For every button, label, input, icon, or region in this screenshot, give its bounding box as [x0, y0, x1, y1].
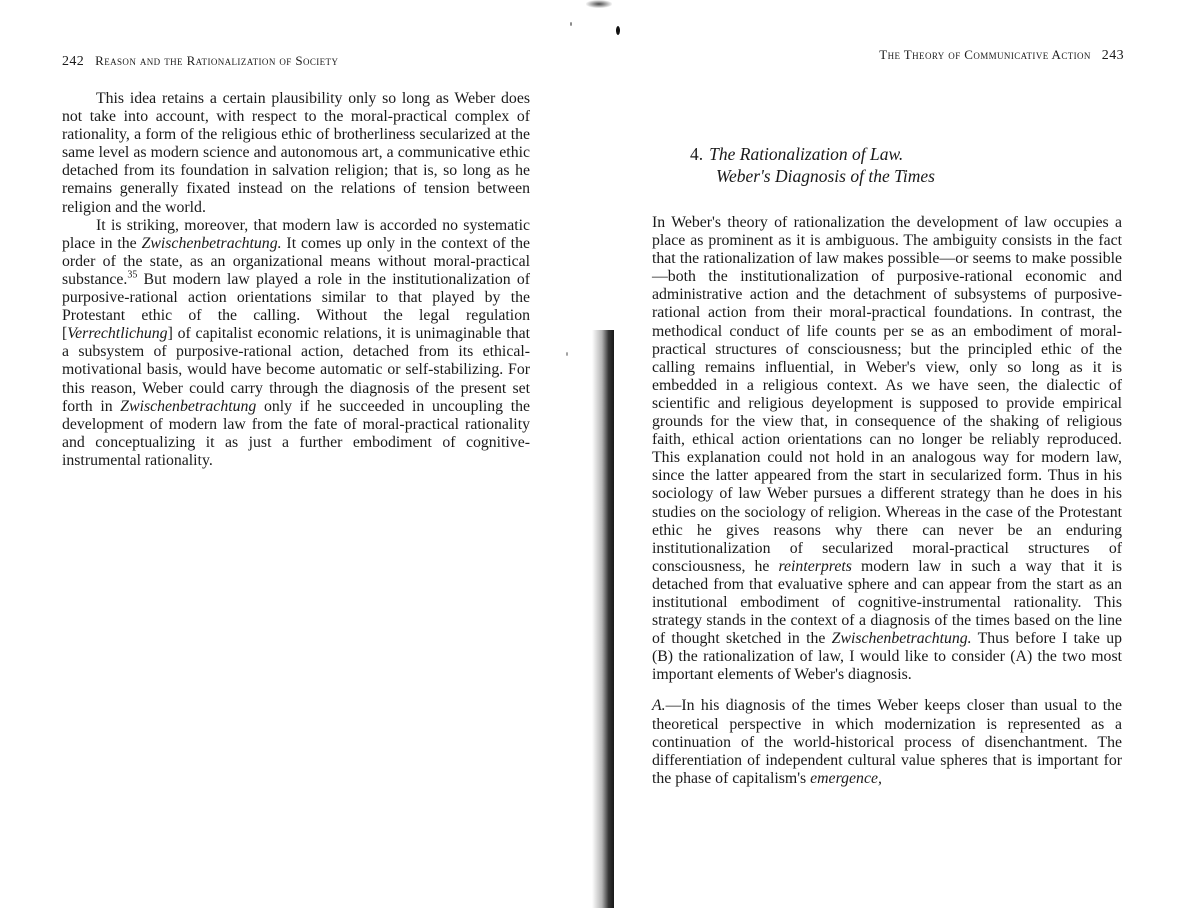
italic-term: Zwischenbetrachtung [120, 397, 257, 415]
right-running-title: The Theory of Communicative Action [879, 47, 1091, 62]
paragraph-text: only if he succeeded in uncoupling the development of modern law from the fate of moral-practical rationality and conceptualizing it as just a further embodiment of cognitive-instrumental rationality. [62, 397, 530, 469]
left-page [0, 0, 590, 908]
paragraph-text: It is striking, moreover, that modern law is accorded no systematic place in the [62, 216, 530, 252]
section-heading [690, 143, 935, 187]
paragraph [652, 697, 1122, 787]
paragraph-text: modern law in such a way that it is detached from that evaluative sphere and can appear from the start as an institutional embodiment of cognitive-instrumental rationality. This strategy stands in the context of a diagnosis of the times based on the line of thought sketched in the [652, 557, 1122, 648]
paragraph-text: In Weber's theory of rationalization the development of law occupies a place as prominent as it is ambiguous. The ambiguity consists in the fact that the rationalization of law makes possible—or seems to make possible—both the institutionalization of purposive-rational economic and administrative action and the detachment of subsystems of purposive-rational action from their moral-practical foundations. In contrast, the methodical conduct of life counts per se as an embodiment of moral-practical structures of consciousness; but the principled ethic of the calling remains influential, in Weber's view, only so long as it is embedded in a religious context. As we have seen, the dialectic of scientific and religious deyelopment is supposed to provide empirical grounds for the view that, in consequence of the shaking of religious faith, ethical action orientations can no longer be reliably reproduced. This explanation could not hold in an analogous way for modern law, since the latter appeared from the start in secularized form. Thus in his sociology of law Weber pursues a different strategy than he does in his studies on the sociology of religion. Whereas in the case of the Protestant ethic he gives reasons why there can never be an enduring institutionalization of secularized moral-practical structures of consciousness, he [652, 214, 1122, 575]
paragraph [652, 214, 1122, 684]
italic-term: emergence, [810, 769, 882, 787]
italic-term: Zwischenbetrachtung. [141, 234, 282, 252]
left-running-title: Reason and the Rationalization of Society [95, 53, 339, 68]
paragraph [62, 217, 530, 470]
paragraph-text: It comes up only in the context of the order of the state, as an organizational means without moral-practical substance. [62, 234, 530, 288]
section-title: The Rationalization of Law. [709, 144, 904, 164]
paragraph [62, 90, 530, 217]
right-page [598, 0, 1188, 908]
page-number-left: 242 [62, 54, 85, 69]
italic-term: reinterprets [778, 557, 852, 575]
right-running-head [879, 47, 1124, 64]
paragraph-text: —In his diagnosis of the times Weber keeps closer than usual to the theoretical perspective in which modernization is represented as a continuation of the world-historical process of disenchantment. The differentiation of independent cultural value spheres that is important for the phase of capitalism's [652, 697, 1122, 787]
left-running-head [62, 53, 338, 70]
paragraph-text: ] of capitalist economic relations, it is unimaginable that a subsystem of purposive-rational action, detached from its ethical-motivational basis, would have become automatic or self-stabilizing. For this reason, Weber could carry through the diagnosis of the present set forth in [62, 325, 530, 415]
right-body-text [652, 214, 1122, 788]
section-number: 4. [690, 144, 704, 164]
subsection-label: A. [652, 697, 666, 715]
page-number-right: 243 [1101, 48, 1124, 63]
paragraph-text: But modern law played a role in the institutionalization of purposive-rational action orientations similar to that played by the Protestant ethic of the calling. Without the legal regulation [ [62, 270, 530, 343]
italic-term: Zwischenbetrachtung. [831, 630, 972, 648]
paragraph-text: Thus before I take up (B) the rationalization of law, I would like to consider (A) the two most important elements of Weber's diagnosis. [652, 630, 1123, 684]
section-subtitle: Weber's Diagnosis of the Times [716, 166, 935, 186]
paragraph-text: This idea retains a certain plausibility only so long as Weber does not take into account, with respect to the moral-practical complex of rationality, a form of the religious ethic of brotherliness secularized at the same level as modern science and autonomous art, a communicative ethic detached from its foundation in salvation religion; that is, so long as he remains generally fixated instead on the relations of tension between religion and the world. [62, 90, 530, 216]
footnote-marker: 35 [127, 269, 138, 281]
italic-term: Verrechtlichung [67, 325, 168, 343]
left-body-text [62, 90, 530, 470]
